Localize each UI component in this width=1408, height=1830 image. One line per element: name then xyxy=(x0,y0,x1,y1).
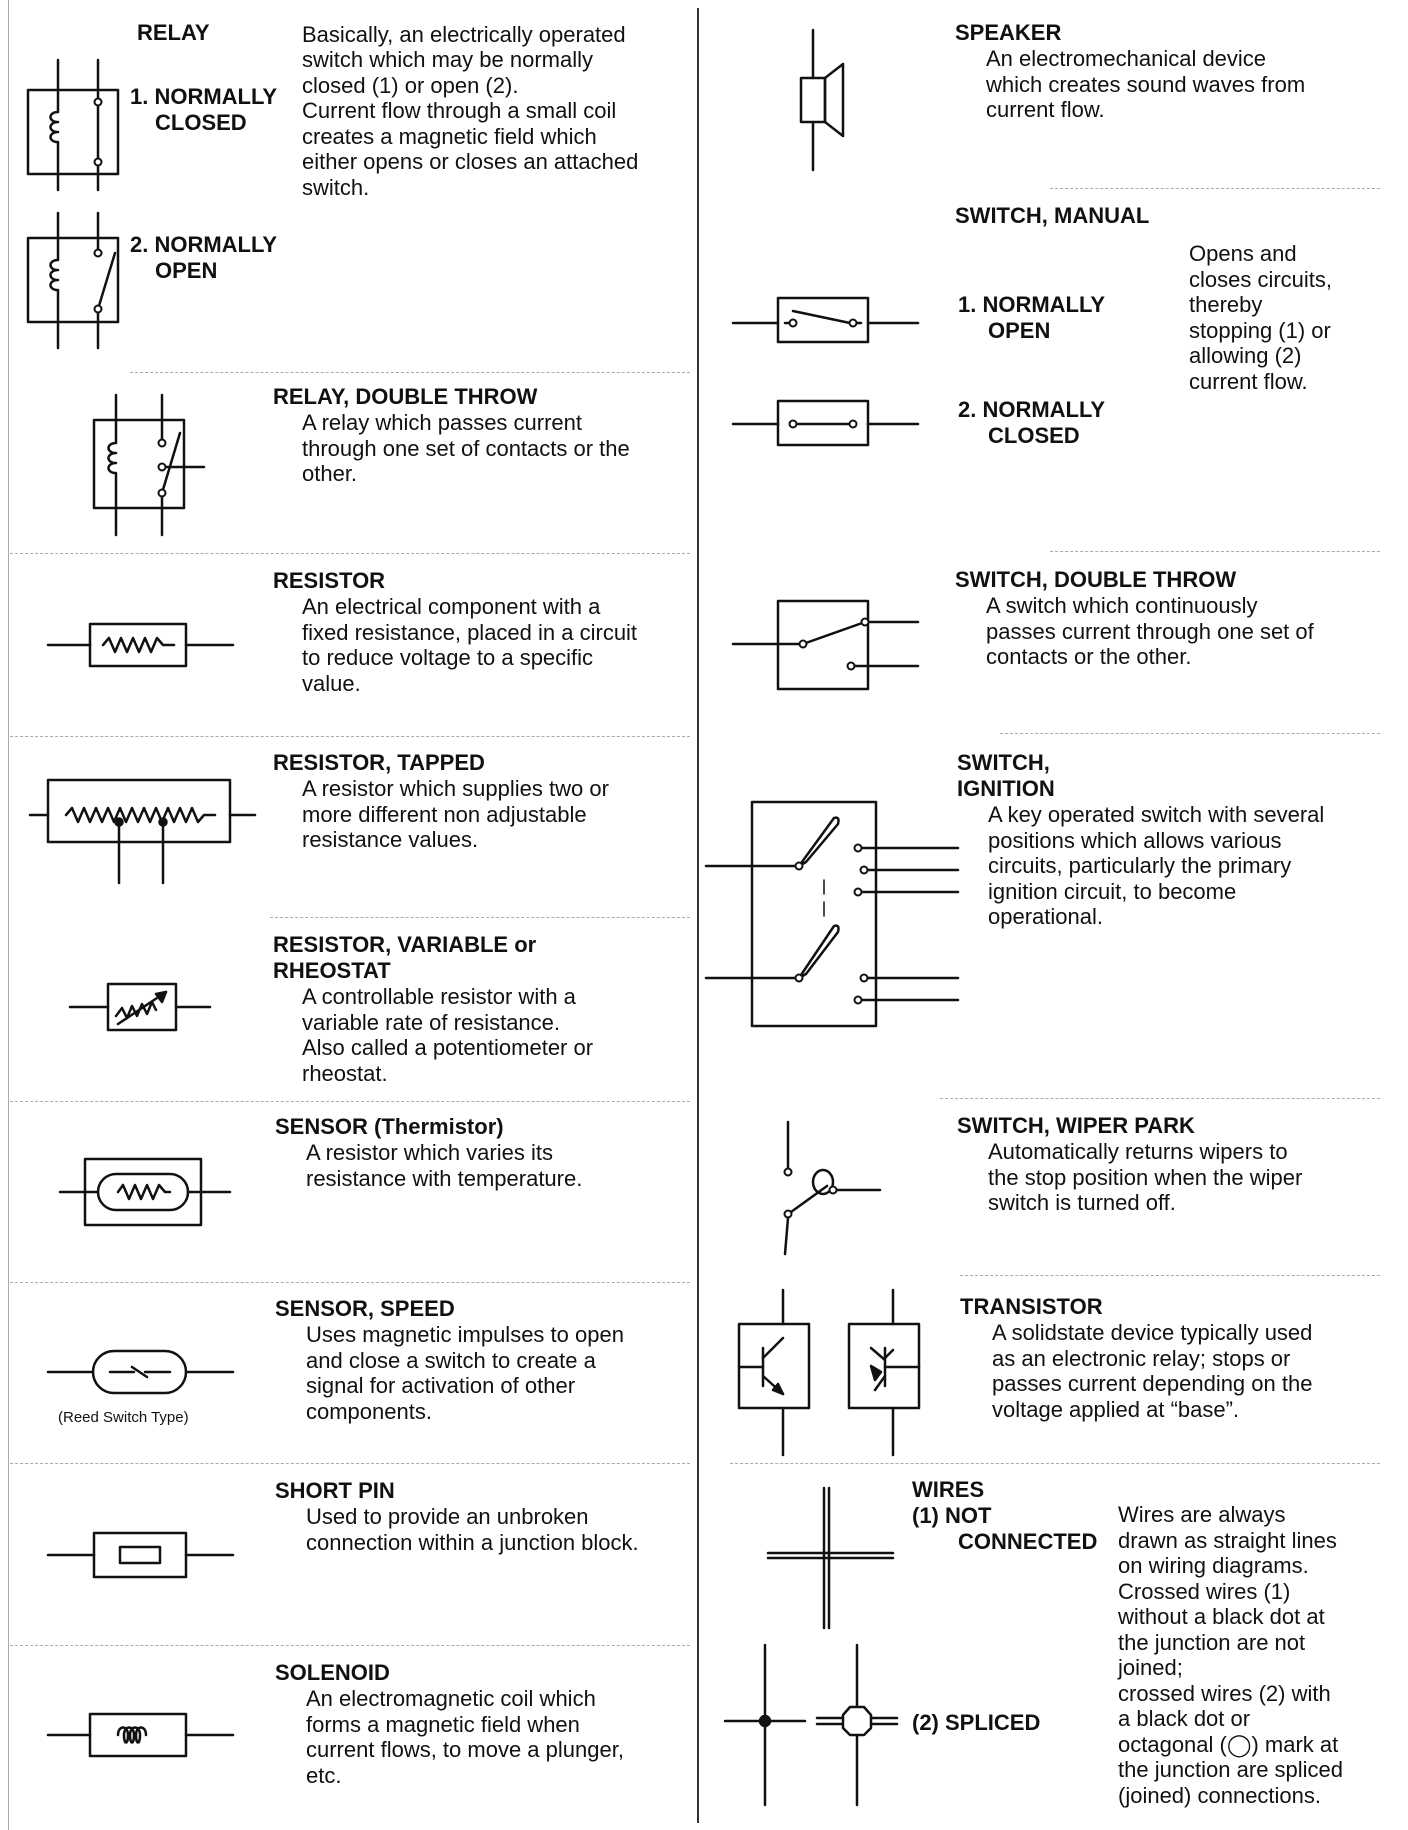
switch-double-throw-title: SWITCH, DOUBLE THROW xyxy=(955,567,1237,592)
wires-not-connected-icon xyxy=(768,1488,893,1628)
switch-normally-open-icon xyxy=(733,295,918,345)
switch-manual-closed-label-2: CLOSED xyxy=(988,423,1080,448)
thermistor-icon xyxy=(60,1155,230,1230)
wires-spliced-label: (2) SPLICED xyxy=(912,1710,1041,1735)
separator xyxy=(730,1463,1380,1464)
wires-title: WIRES xyxy=(912,1477,985,1502)
separator xyxy=(10,1463,690,1464)
separator xyxy=(10,553,690,554)
resistor-icon xyxy=(48,620,233,670)
relay-open-label: 2. NORMALLY xyxy=(130,232,278,257)
relay-normally-open-icon xyxy=(20,213,130,348)
column-divider xyxy=(697,8,699,1823)
switch-manual-open-label-2: OPEN xyxy=(988,318,1051,343)
resistor-variable-title-2: RHEOSTAT xyxy=(273,958,391,983)
wires-not-connected-label-2: CONNECTED xyxy=(958,1529,1098,1554)
transistor-npn-icon xyxy=(735,1290,815,1455)
relay-title: RELAY xyxy=(137,20,210,45)
reed-switch-caption: (Reed Switch Type) xyxy=(58,1409,189,1426)
wires-not-connected-label: (1) NOT xyxy=(912,1503,992,1528)
separator xyxy=(10,1282,690,1283)
sensor-thermistor-title: SENSOR (Thermistor) xyxy=(275,1114,504,1139)
switch-ignition-title-2: IGNITION xyxy=(957,776,1055,801)
relay-closed-label: 1. NORMALLY xyxy=(130,84,278,109)
short-pin-icon xyxy=(48,1528,233,1583)
resistor-variable-title: RESISTOR, VARIABLE or xyxy=(273,932,537,957)
relay-closed-label-2: CLOSED xyxy=(155,110,247,135)
reed-switch-icon xyxy=(48,1345,233,1400)
transistor-pnp-icon xyxy=(845,1290,925,1455)
switch-manual-open-label: 1. NORMALLY xyxy=(958,292,1106,317)
relay-normally-closed-icon xyxy=(20,60,130,190)
relay-double-throw-icon xyxy=(80,395,210,535)
resistor-tapped-title: RESISTOR, TAPPED xyxy=(273,750,485,775)
relay-open-label-2: OPEN xyxy=(155,258,218,283)
switch-ignition-title: SWITCH, xyxy=(957,750,1050,775)
solenoid-title: SOLENOID xyxy=(275,1660,390,1685)
separator xyxy=(960,1275,1380,1276)
solenoid-icon xyxy=(48,1710,233,1760)
rheostat-icon xyxy=(70,980,210,1035)
sensor-speed-title: SENSOR, SPEED xyxy=(275,1296,455,1321)
switch-manual-closed-label: 2. NORMALLY xyxy=(958,397,1106,422)
switch-wiper-park-title: SWITCH, WIPER PARK xyxy=(957,1113,1195,1138)
relay-double-throw-title: RELAY, DOUBLE THROW xyxy=(273,384,538,409)
speaker-title: SPEAKER xyxy=(955,20,1062,45)
separator xyxy=(940,1098,1380,1099)
transistor-title: TRANSISTOR xyxy=(960,1294,1103,1319)
wires-spliced-icon xyxy=(725,1645,915,1805)
separator xyxy=(130,372,690,373)
separator xyxy=(1050,188,1380,189)
separator xyxy=(10,736,690,737)
separator xyxy=(1050,551,1380,552)
short-pin-title: SHORT PIN xyxy=(275,1478,395,1503)
separator xyxy=(10,1645,690,1646)
resistor-tapped-icon xyxy=(30,778,255,883)
separator xyxy=(10,1101,690,1102)
switch-double-throw-icon xyxy=(733,598,918,693)
speaker-icon xyxy=(795,30,855,170)
separator xyxy=(270,917,690,918)
switch-normally-closed-icon xyxy=(733,398,918,448)
ignition-switch-icon xyxy=(706,798,958,1030)
resistor-title: RESISTOR xyxy=(273,568,386,593)
page-edge xyxy=(8,0,9,1830)
separator xyxy=(1000,733,1380,734)
switch-manual-title: SWITCH, MANUAL xyxy=(955,203,1150,228)
wiper-park-switch-icon xyxy=(745,1120,885,1260)
